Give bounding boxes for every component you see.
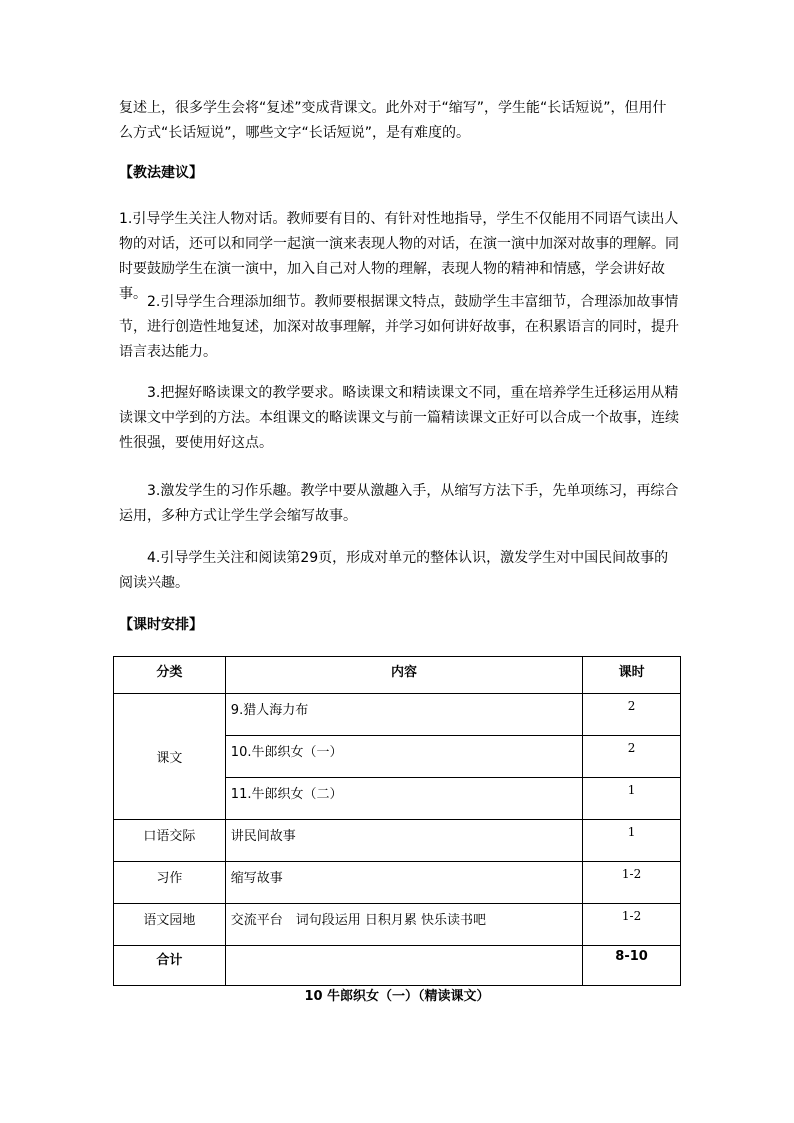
hours-cell: 2 xyxy=(583,736,681,778)
table-total-row xyxy=(114,946,681,986)
hours-cell: 1 xyxy=(583,820,681,862)
content-cell: 交流平台 词句段运用 日积月累 快乐读书吧 xyxy=(225,904,582,946)
category-cell: 口语交际 xyxy=(114,820,226,862)
category-cell: 习作 xyxy=(114,862,226,904)
category-cell: 语文园地 xyxy=(114,904,226,946)
content-cell: 缩写故事 xyxy=(225,862,582,904)
header-hours: 课时 xyxy=(583,657,681,694)
table-header-row xyxy=(114,657,681,694)
content-cell: 9.猎人海力布 xyxy=(225,694,582,736)
hours-cell: 1-2 xyxy=(583,862,681,904)
teaching-suggestions-heading: 【教法建议】 xyxy=(119,165,203,181)
table-row xyxy=(114,862,681,904)
table-row xyxy=(114,694,681,736)
intro-paragraph: 复述上，很多学生会将“复述”变成背课文。此外对于“缩写”，学生能“长话短说”，但用什么方式“长话短说”，哪些文字“长话短说”，是有难度的。 xyxy=(119,100,667,141)
suggestion-5: 4.引导学生关注和阅读第29页，形成对单元的整体认识，激发学生对中国民间故事的阅读兴趣。 xyxy=(119,550,669,591)
hours-cell: 1 xyxy=(583,778,681,820)
hours-cell: 1-2 xyxy=(583,904,681,946)
schedule-heading: 【课时安排】 xyxy=(119,617,203,633)
suggestion-1: 1.引导学生关注人物对话。教师要有目的、有针对性地指导，学生不仅能用不同语气读出人物的对话，还可以和同学一起演一演来表现人物的对话，在演一演中加深对故事的理解。同时要鼓励学生在演一演中，加入自己对人物的理解，表现人物的精神和情感，学会讲好故事。 xyxy=(119,211,679,302)
schedule-table xyxy=(113,656,681,986)
category-cell: 课文 xyxy=(114,694,226,820)
suggestion-2: 2.引导学生合理添加细节。教师要根据课文特点，鼓励学生丰富细节，合理添加故事情节，进行创造性地复述，加深对故事理解，并学习如何讲好故事，在积累语言的同时，提升语言表达能力。 xyxy=(119,294,679,360)
suggestion-4: 3.激发学生的习作乐趣。教学中要从激趣入手，从缩写方法下手，先单项练习，再综合运用，多种方式让学生学会缩写故事。 xyxy=(119,483,679,524)
total-hours: 8-10 xyxy=(583,946,681,986)
content-cell: 讲民间故事 xyxy=(225,820,582,862)
hours-cell: 2 xyxy=(583,694,681,736)
table-row xyxy=(114,904,681,946)
table-row xyxy=(114,820,681,862)
content-cell: 11.牛郎织女（二） xyxy=(225,778,582,820)
total-label: 合计 xyxy=(114,946,226,986)
header-category: 分类 xyxy=(114,657,226,694)
total-content xyxy=(225,946,582,986)
header-content: 内容 xyxy=(225,657,582,694)
lesson-title: 10 牛郎织女（一）（精读课文） xyxy=(304,989,490,1004)
suggestion-3: 3.把握好略读课文的教学要求。略读课文和精读课文不同，重在培养学生迁移运用从精读课文中学到的方法。本组课文的略读课文与前一篇精读课文正好可以合成一个故事，连续性很强，要使用好这点。 xyxy=(119,385,679,451)
content-cell: 10.牛郎织女（一） xyxy=(225,736,582,778)
